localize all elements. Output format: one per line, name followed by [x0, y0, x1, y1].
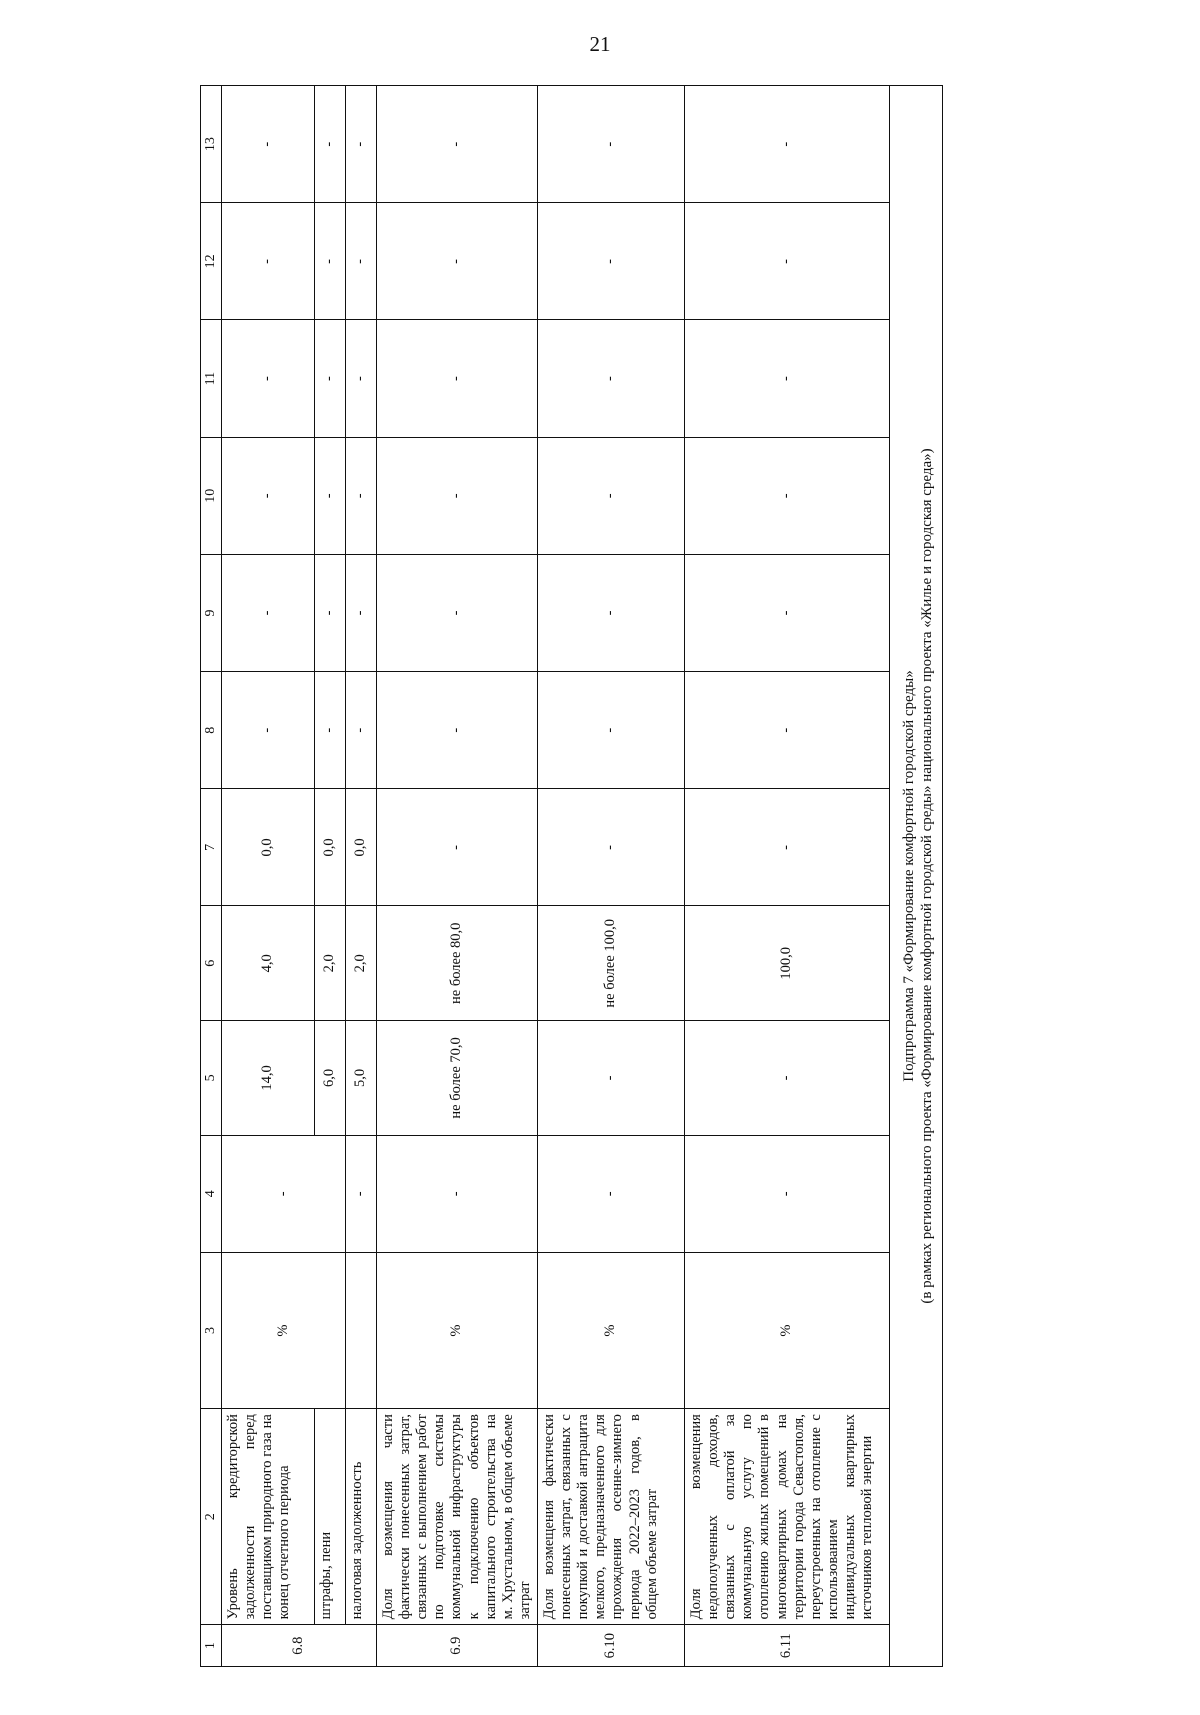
value-cell: - [684, 203, 889, 320]
value-cell: - [537, 203, 684, 320]
value-cell: 0,0 [346, 789, 377, 906]
value-cell: - [537, 86, 684, 203]
header-row [201, 86, 222, 1667]
header-cell: 12 [201, 203, 222, 320]
value-cell: - [684, 320, 889, 437]
value-cell: - [537, 320, 684, 437]
value-cell: - [684, 1135, 889, 1252]
row-number: 6.9 [377, 1625, 538, 1667]
header-cell: 1 [201, 1625, 222, 1667]
value-cell: - [315, 203, 346, 320]
value-cell: - [222, 86, 315, 203]
value-cell: - [537, 1021, 684, 1136]
header-cell: 4 [201, 1135, 222, 1252]
value-cell: - [315, 554, 346, 671]
indicators-table [200, 85, 943, 1667]
value-cell: - [377, 203, 538, 320]
value-cell: 100,0 [684, 906, 889, 1021]
table-row [315, 86, 346, 1667]
value-cell: - [537, 789, 684, 906]
value-cell: - [684, 1021, 889, 1136]
value-cell: - [346, 86, 377, 203]
value-cell: - [537, 672, 684, 789]
value-cell: - [222, 437, 315, 554]
value-cell: - [346, 672, 377, 789]
value-cell: - [222, 320, 315, 437]
value-cell: - [346, 437, 377, 554]
value-cell: - [377, 789, 538, 906]
value-cell: 0,0 [222, 789, 315, 906]
value-cell: - [315, 672, 346, 789]
indicator-name: штрафы, пени [315, 1409, 346, 1625]
value-cell: 4,0 [222, 906, 315, 1021]
indicator-name: Уровень кредиторской задолженности перед поставщиком природного газа на конец отчетного периода [222, 1409, 315, 1625]
subprogram-title: Подпрограмма 7 «Формирование комфортной городской среды» [900, 670, 917, 1082]
header-cell: 8 [201, 672, 222, 789]
header-cell: 3 [201, 1252, 222, 1408]
header-cell: 6 [201, 906, 222, 1021]
rotated-table-container [200, 85, 1125, 1667]
indicator-name: Доля возмещения недополученных доходов, связанных с оплатой за коммунальную услугу по отоплению жилых помещений в многоквартирных домах на территории города Севастополя, переустроенных на отопление с использованием индивидуальных квартирных источников тепловой энергии [684, 1409, 889, 1625]
row-number: 6.10 [537, 1625, 684, 1667]
value-cell: - [346, 554, 377, 671]
value-cell: - [377, 320, 538, 437]
value-cell: - [684, 672, 889, 789]
value-cell: - [684, 554, 889, 671]
value-cell: 14,0 [222, 1021, 315, 1136]
value-cell: - [377, 554, 538, 671]
value-cell: - [315, 86, 346, 203]
header-cell: 5 [201, 1021, 222, 1136]
value-cell: - [537, 437, 684, 554]
unit-cell: % [537, 1252, 684, 1408]
value-cell: - [377, 1135, 538, 1252]
unit-cell [346, 1252, 377, 1408]
page-number: 21 [589, 32, 611, 56]
table-row [222, 86, 315, 1667]
value-cell: - [684, 789, 889, 906]
value-cell: - [222, 672, 315, 789]
subprogram-heading [889, 86, 942, 1667]
table-row [684, 86, 889, 1667]
header-cell: 2 [201, 1409, 222, 1625]
value-cell: - [377, 86, 538, 203]
table-row [537, 86, 684, 1667]
value-cell: - [346, 1135, 377, 1252]
value-cell: 2,0 [315, 906, 346, 1021]
indicator-name: налоговая задолженность [346, 1409, 377, 1625]
value-cell: - [537, 554, 684, 671]
row-number: 6.8 [222, 1625, 377, 1667]
value-cell: - [684, 86, 889, 203]
value-cell: не более 100,0 [537, 906, 684, 1021]
table-row [346, 86, 377, 1667]
value-cell: не более 80,0 [377, 906, 538, 1021]
subprogram-subtitle: (в рамках регионального проекта «Формирование комфортной городской среды» национального проекта «Жилье и городская среда») [918, 448, 935, 1304]
value-cell: - [346, 320, 377, 437]
value-cell: - [377, 437, 538, 554]
header-cell: 13 [201, 86, 222, 203]
unit-cell: % [684, 1252, 889, 1408]
value-cell: - [222, 554, 315, 671]
value-cell: - [315, 437, 346, 554]
header-cell: 10 [201, 437, 222, 554]
value-cell: - [315, 320, 346, 437]
table-row [377, 86, 538, 1667]
value-cell: не более 70,0 [377, 1021, 538, 1136]
header-cell: 9 [201, 554, 222, 671]
value-cell: 5,0 [346, 1021, 377, 1136]
indicator-name: Доля возмещения части фактически понесенных затрат, связанных с выполнением работ по подготовке системы коммунальной инфраструктуры к подключению объектов капитального строительства на м. Хрустальном, в общем объеме затрат [377, 1409, 538, 1625]
indicator-name: Доля возмещения фактически понесенных затрат, связанных с покупкой и доставкой антрацита мелкого, предназначенного для прохождения осенне-зимнего периода 2022–2023 годов, в общем объеме затрат [537, 1409, 684, 1625]
value-cell: 0,0 [315, 789, 346, 906]
subprogram-row [889, 86, 942, 1667]
value-cell: - [377, 672, 538, 789]
unit-cell: % [222, 1252, 346, 1408]
value-cell: 2,0 [346, 906, 377, 1021]
header-cell: 11 [201, 320, 222, 437]
value-cell: - [346, 203, 377, 320]
value-cell: - [222, 1135, 346, 1252]
value-cell: - [537, 1135, 684, 1252]
value-cell: - [222, 203, 315, 320]
value-cell: - [684, 437, 889, 554]
unit-cell: % [377, 1252, 538, 1408]
row-number: 6.11 [684, 1625, 889, 1667]
header-cell: 7 [201, 789, 222, 906]
value-cell: 6,0 [315, 1021, 346, 1136]
